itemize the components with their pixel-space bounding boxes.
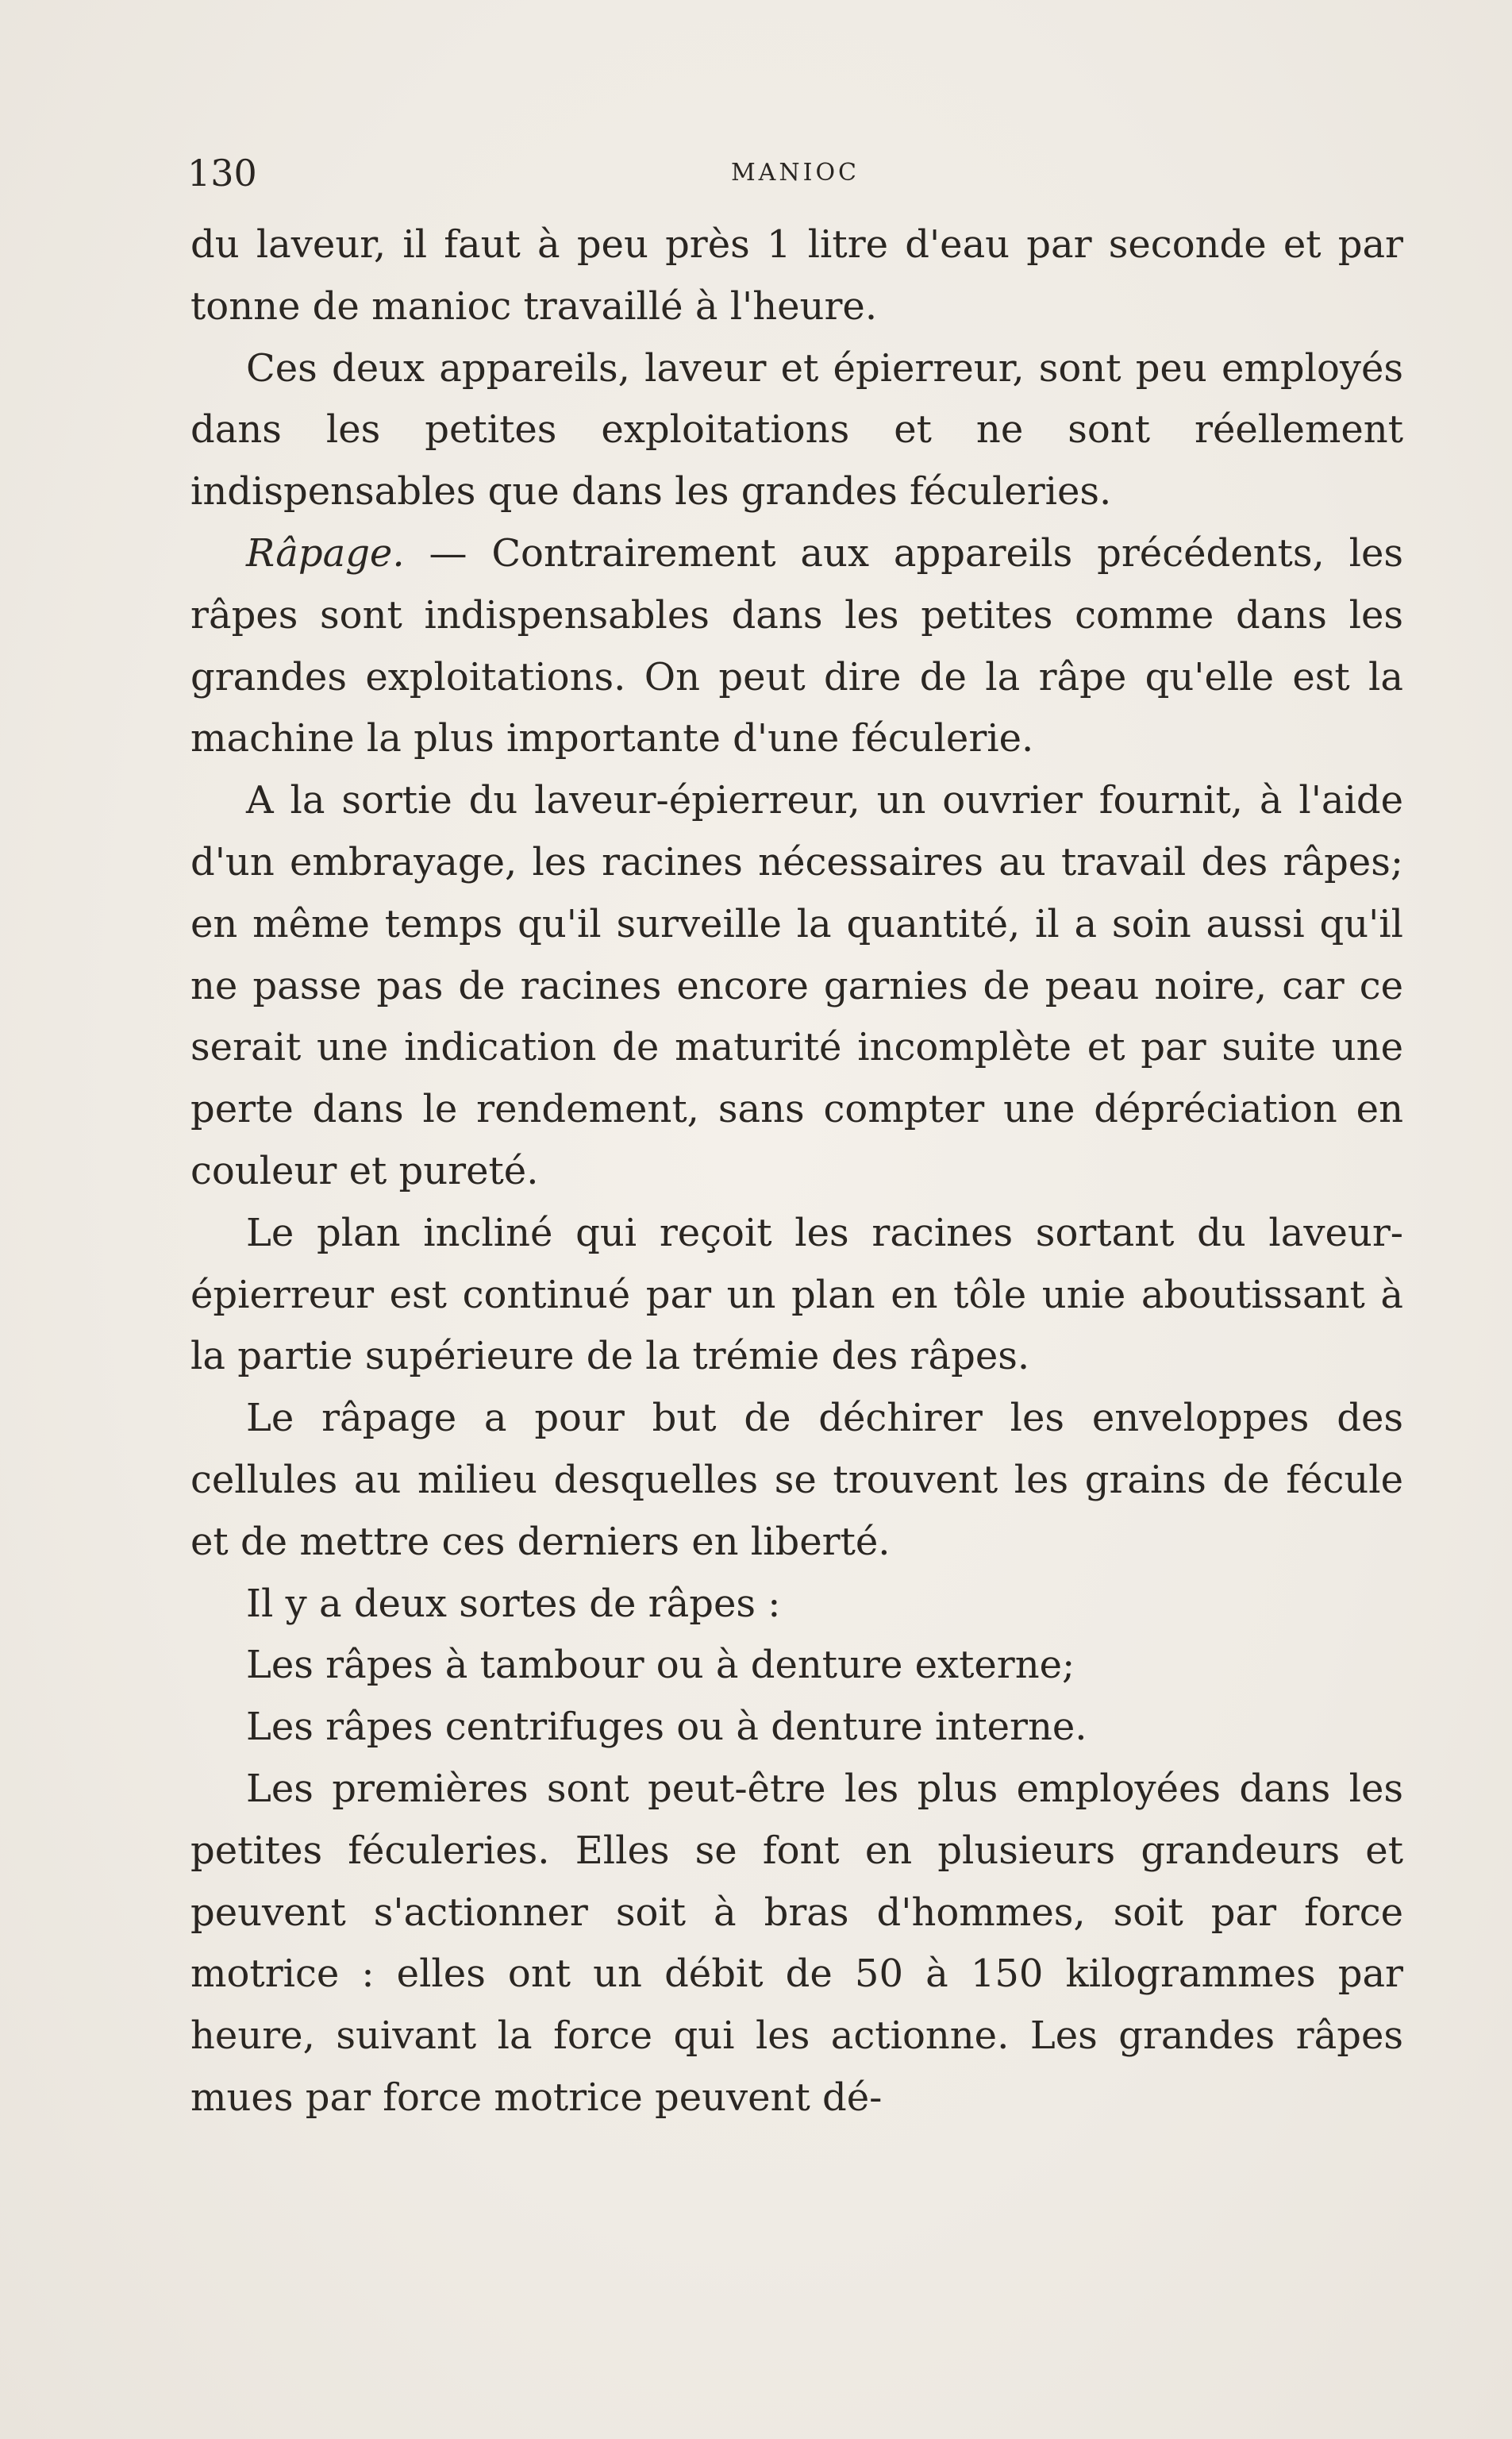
- paragraph-3-text: — Contrairement aux appareils précédents, les râpes sont indispensables dans les petites comme dans les grandes exploitations. On peut dire de la râpe qu'elle est la machine la plus importante d'une féculerie.: [190, 530, 1403, 761]
- paragraph-6: Le râpage a pour but de déchirer les enveloppes des cellules au milieu desquelles se trouvent les grains de fécule et de mettre ces derniers en liberté.: [190, 1396, 1403, 1564]
- running-title: MANIOC: [730, 159, 860, 187]
- paragraph-10: Les premières sont peut-être les plus employées dans les petites féculeries. Elles se font en plusieurs grandeurs et peuvent s'actionner soit à bras d'hommes, soit par force motrice : elles ont un débit de 50 à 150 kilogrammes par heure, suivant la force qui les actionne. Les grandes râpes mues par force motrice peuvent dé-: [190, 1766, 1403, 2120]
- page-header: [187, 149, 1403, 197]
- paragraph-5: Le plan incliné qui reçoit les racines sortant du laveur-épierreur est continué par un plan en tôle unie aboutissant à la partie supérieure de la trémie des râpes.: [190, 1210, 1403, 1379]
- section-heading-rapage: Râpage.: [246, 530, 405, 576]
- page-number: 130: [187, 152, 257, 195]
- list-item-drum-rasps: Les râpes à tambour ou à denture externe;: [246, 1643, 1075, 1688]
- paragraph-3: [190, 523, 1403, 770]
- paragraph-7: Il y a deux sortes de râpes :: [246, 1581, 781, 1626]
- body-text: [190, 214, 1403, 2129]
- paragraph-4: A la sortie du laveur-épierreur, un ouvrier fournit, à l'aide d'un embrayage, les racines nécessaires au travail des râpes; en même temps qu'il surveille la quantité, il a soin aussi qu'il ne passe pas de racines encore garnies de peau noire, car ce serait une indication de maturité incomplète et par suite une perte dans le rendement, sans compter une dépréciation en couleur et pureté.: [190, 778, 1403, 1193]
- paragraph-1: du laveur, il faut à peu près 1 litre d'eau par seconde et par tonne de manioc travaillé à l'heure.: [190, 222, 1403, 329]
- paragraph-2: Ces deux appareils, laveur et épierreur, sont peu employés dans les petites exploitations et ne sont réellement indispensables que dans les grandes féculeries.: [190, 345, 1403, 514]
- list-item-centrifugal-rasps: Les râpes centrifuges ou à denture interne.: [246, 1705, 1087, 1750]
